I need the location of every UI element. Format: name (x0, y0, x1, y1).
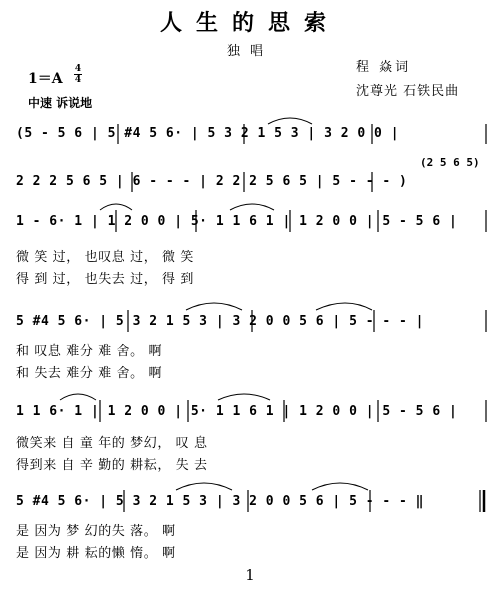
tempo-marking: 中速 诉说地 (28, 96, 93, 110)
score-line-4-lyric-verse1: 和 叹息 难分 难 舍。 啊 (16, 344, 163, 359)
score-line-3-lyric-verse2: 得 到 过， 也失去 过， 得 到 (16, 272, 194, 287)
time-signature-bottom: 4 (74, 75, 82, 85)
composer-credit: 沈尊光 石铁民曲 (356, 84, 460, 99)
score-line-5-lyric-verse2: 得到来 自 辛 勤的 耕耘， 失 去 (16, 458, 208, 473)
score-line-6-lyric-verse2: 是 因为 耕 耘的懒 惰。 啊 (16, 546, 176, 561)
song-title: 人生的思索 (159, 10, 340, 36)
score-line-6-lyric-verse1: 是 因为 梦 幻的失 落。 啊 (16, 524, 176, 539)
score-line-1-notes: (5 - 5 6 | 5 #4 5 6· | 5 3 2 1 5 3 | 3 2 0 0 | (16, 126, 400, 141)
score-line-4-lyric-verse2: 和 失去 难分 难 舍。 啊 (16, 366, 163, 381)
song-subtitle: 独唱 (226, 44, 273, 59)
score-line-5-lyric-verse1: 微笑来 自 童 年的 梦幻， 叹 息 (16, 436, 208, 451)
time-signature-top: 4 (74, 64, 82, 74)
score-line-5-notes: 1 1 6· 1 | 1 2 0 0 | 5· 1 1 6 1 | 1 2 0 0 | 5 - 5 6 | (16, 404, 458, 419)
key-signature: 1＝A (28, 71, 63, 87)
score-line-2-notes: 2 2 2 5 6 5 | 6 - - - | 2 2 2 5 6 5 | 5 - - - ) (16, 174, 408, 189)
lyricist-credit: 程 焱词 (356, 60, 412, 75)
score-line-2-phrase: (2 5 6 5) (420, 156, 480, 169)
score-line-3-lyric-verse1: 微 笑 过， 也叹息 过， 微 笑 (16, 250, 194, 265)
score-line-4-notes: 5 #4 5 6· | 5 3 2 1 5 3 | 3 2 0 0 5 6 | 5 - - - | (16, 314, 425, 329)
score-line-6-notes: 5 #4 5 6· | 5 3 2 1 5 3 | 3 2 0 0 5 6 | 5 - - - ‖ (16, 494, 425, 509)
score-line-3-notes: 1 - 6· 1 | 1 2 0 0 | 5· 1 1 6 1 | 1 2 0 0 | 5 - 5 6 | (16, 214, 458, 229)
page-number: 1 (245, 566, 255, 584)
